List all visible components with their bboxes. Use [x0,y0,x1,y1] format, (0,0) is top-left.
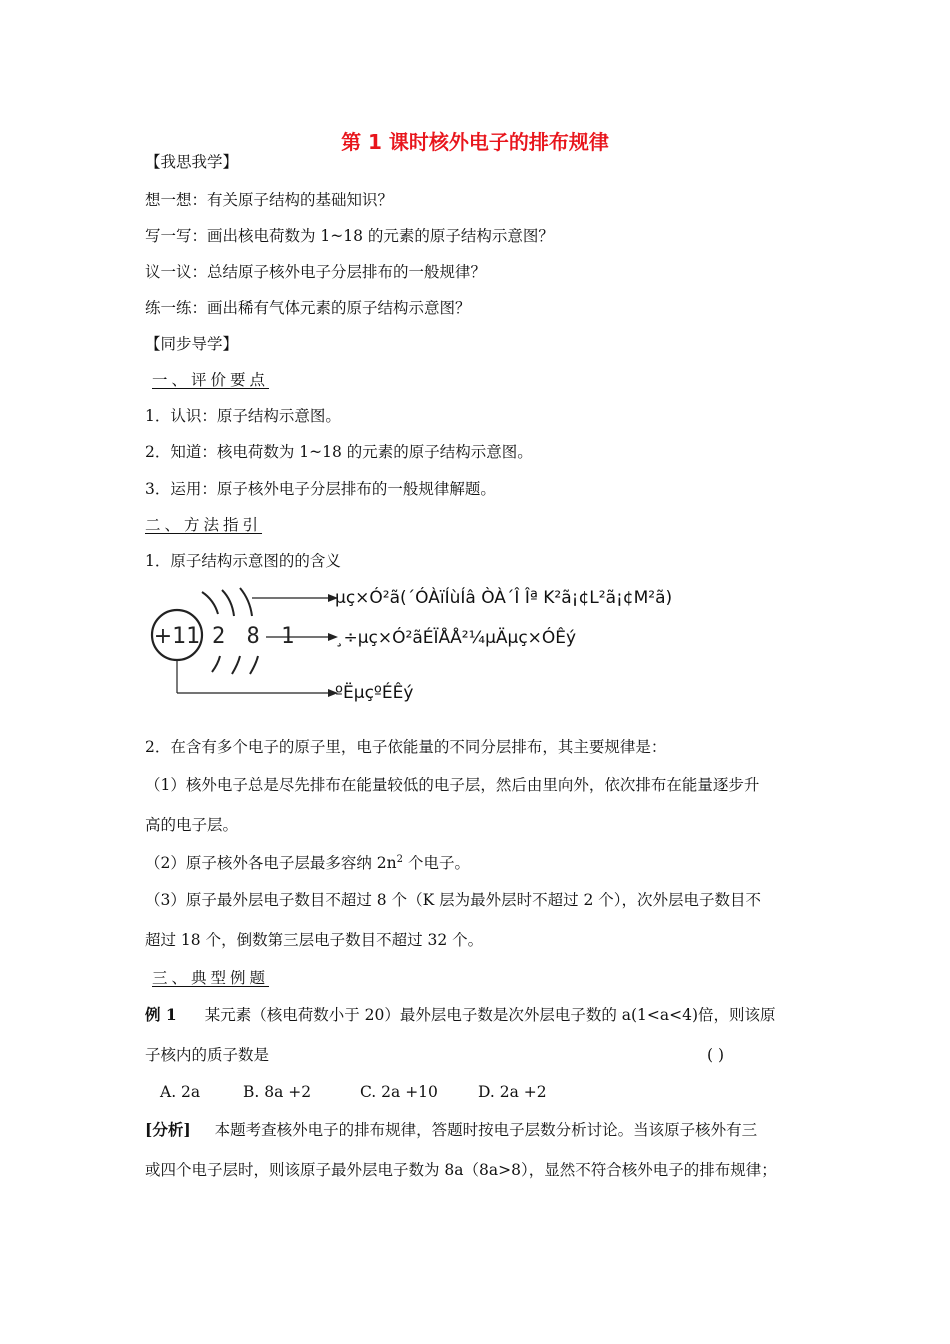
option-d: D. 2a +2 [478,1083,547,1101]
shell-arc-bottom [250,656,258,674]
rule-item-cont: 超过 18 个，倒数第三层电子数目不超过 32 个。 [145,931,484,949]
option-c: C. 2a +10 [360,1083,438,1101]
heading-method: 二、方法指引 [145,516,263,534]
analysis-label: [分析] [145,1120,191,1139]
rule-item: （1）核外电子总是尽先排布在能量较低的电子层，然后由里向外，依次排布在能量逐步升 [145,776,760,794]
think-item: 写一写：画出核电荷数为 1~18 的元素的原子结构示意图？ [145,227,554,245]
analysis-paragraph [145,1120,757,1140]
diagram-label-electron-count: ¸÷µç×Ó²ãÉÏÅÅ²¼µÄµç×ÓÊý [335,628,577,648]
diagram-label-charge: ºËµçºÉÊý [335,683,414,703]
eval-item: 1．认识：原子结构示意图。 [145,407,341,425]
section-heading-sync: 【同步导学】 [145,335,239,353]
rule-item-cont: 高的电子层。 [145,816,239,834]
shell-arc-top [222,590,234,616]
electron-count-text: 2 8 1 [212,624,299,649]
diagram-label-shells: µç×Ó²ã(´ÓÀïÍùÍâ ÒÀ´Î Îª K²ã¡¢L²ã¡¢M²ã) [335,588,673,608]
shell-arc-top [202,592,218,614]
rule-item [145,853,470,873]
rule-text: （2）原子核外各电子层最多容纳 2n [145,854,397,872]
rule-item: （3）原子最外层电子数目不超过 8 个（K 层为最外层时不超过 2 个），次外层电子数目不 [145,891,762,909]
shell-arc-bottom [232,656,240,674]
think-item: 想一想：有关原子结构的基础知识？ [145,191,394,209]
option-a: A. 2a [160,1083,201,1101]
option-b: B. 8a +2 [243,1083,312,1101]
analysis-paragraph-cont: 或四个电子层时，则该原子最外层电子数为 8a（8a>8），显然不符合核外电子的排布规律； [145,1161,777,1179]
example-question-cont: 子核内的质子数是 [145,1046,270,1064]
eval-item: 2．知道：核电荷数为 1~18 的元素的原子结构示意图。 [145,443,533,461]
superscript: 2 [396,853,404,865]
answer-bracket: ( ) [707,1046,725,1064]
think-item: 练一练：画出稀有气体元素的原子结构示意图？ [145,299,471,317]
think-item: 议一议：总结原子核外电子分层排布的一般规律？ [145,263,487,281]
analysis-text: 本题考查核外电子的排布规律，答题时按电子层数分析讨论。当该原子核外有三 [214,1121,758,1139]
method-item: 2．在含有多个电子的原子里，电子依能量的不同分层排布，其主要规律是： [145,738,667,756]
eval-item: 3．运用：原子核外电子分层排布的一般规律解题。 [145,480,496,498]
rule-text: 个电子。 [403,854,470,872]
shell-arc-top [240,588,252,616]
heading-example: 三、典型例题 [152,969,270,987]
example-question [145,1005,776,1025]
section-heading-think: 【我思我学】 [145,153,239,171]
shell-arc-bottom [212,656,220,672]
example-label: 例 1 [145,1005,177,1024]
heading-eval: 一、评价要点 [152,371,270,389]
nucleus-charge-text: +11 [153,624,201,649]
page-title: 第 1 课时核外电子的排布规律 [341,130,609,154]
method-item: 1．原子结构示意图的的含义 [145,552,341,570]
example-text: 某元素（核电荷数小于 20）最外层电子数是次外层电子数的 a(1<a<4)倍，则该原 [204,1006,776,1024]
